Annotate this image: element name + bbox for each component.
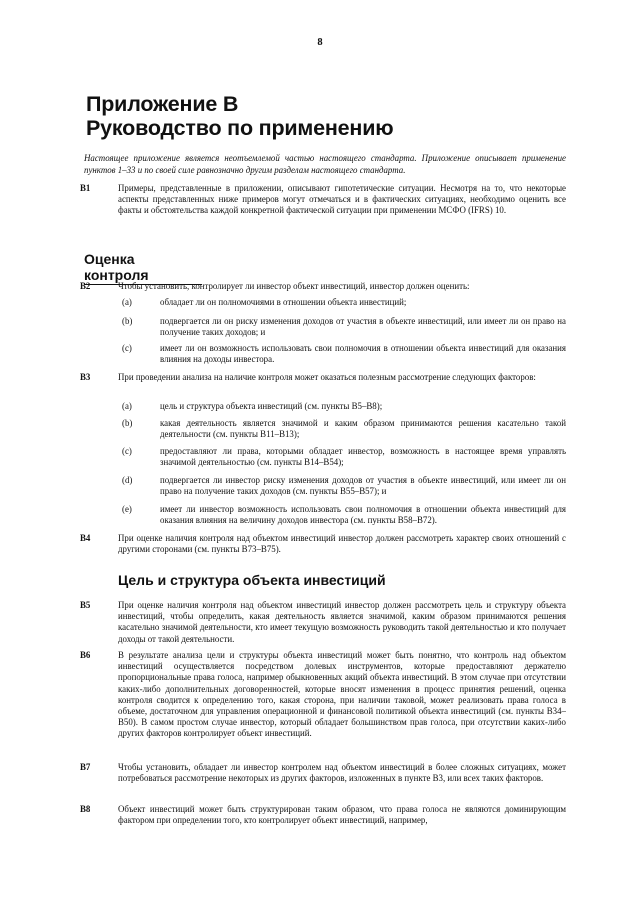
intro-note: Настоящее приложение является неотъемлемой частью настоящего стандарта. Приложение описывает применение пунктов 1–33 и по своей силе равнозначно другим разделам настоящего стандарта. — [84, 153, 566, 175]
paragraph-number: B2 — [80, 281, 91, 291]
list-item-text: подвергается ли инвестор риску изменения доходов от участия в объекте инвестиций, или имеет ли он право на получение таких доходов (см. пункты B55–B57); и — [160, 475, 566, 497]
paragraph-number: B8 — [80, 804, 91, 814]
list-item-text: имеет ли он возможность использовать свои полномочия в отношении объекта инвестиций для оказания влияния на доходы инвестора. — [160, 343, 566, 365]
section-heading: Оценка контроля — [84, 251, 202, 285]
list-item-text: предоставляют ли права, которыми обладает инвестор, возможность в настоящее время управлять значимой деятельностью (см. пункты B14–B54); — [160, 446, 566, 468]
list-item-letter: (c) — [122, 446, 132, 456]
paragraph-number: B6 — [80, 650, 91, 660]
list-item-letter: (d) — [122, 475, 133, 485]
section-heading: Цель и структура объекта инвестиций — [118, 572, 386, 588]
paragraph-text: Объект инвестиций может быть структурирован таким образом, что права голоса не являются доминирующим фактором при определении того, кто контролирует объект инвестиций, например, — [118, 804, 566, 826]
list-item-letter: (c) — [122, 343, 132, 353]
appendix-title: Приложение В — [86, 92, 239, 116]
list-item-letter: (e) — [122, 504, 132, 514]
paragraph-text: В результате анализа цели и структуры объекта инвестиций может быть понятно, что контроль над объектом инвестиций осуществляется посредством долевых инструментов, которые предоставляют держателю пропорциональные права голоса, например обыкновенных акций объекта инвестиций. В этом случае при отсутствии каких-либо дополнительных договоренностей, которые вносят изменения в процесс принятия решений, оценка контроля сводится к определению того, какая сторона, при наличии таковой, может реализовать права голоса в объеме, достаточном для управления операционной и финансовой политикой объекта инвестиций (см. пункты B34–B50). В самом простом случае инвестор, который обладает большинством прав голоса, при отсутствии каких-либо других факторов контролирует объект инвестиций. — [118, 650, 566, 739]
paragraph-text: Чтобы установить, обладает ли инвестор контролем над объектом инвестиций в более сложных ситуациях, может потребоваться рассмотрение некоторых из других факторов, изложенных в пункте B3, или всех таких факторов. — [118, 762, 566, 784]
paragraph-number: B7 — [80, 762, 91, 772]
paragraph-text: Чтобы установить, контролирует ли инвестор объект инвестиций, инвестор должен оценить: — [118, 281, 470, 291]
paragraph-number: B5 — [80, 600, 91, 610]
page-number: 8 — [317, 37, 323, 48]
paragraph-number: B1 — [80, 183, 91, 193]
list-item-letter: (a) — [122, 401, 132, 411]
paragraph-text: При проведении анализа на наличие контроля может оказаться полезным рассмотрение следующих факторов: — [118, 372, 536, 382]
paragraph-number: B4 — [80, 533, 91, 543]
paragraph-text: При оценке наличия контроля над объектом инвестиций инвестор должен рассмотреть цель и структуру объекта инвестиций, чтобы определить, какая деятельность является значимой, каким образом принимаются решения касательно значимой деятельности, кто имеет текущую возможность руководить такой деятельностью и кто получает доходы от такой деятельности. — [118, 600, 566, 644]
list-item-letter: (a) — [122, 297, 132, 307]
paragraph-text: Примеры, представленные в приложении, описывают гипотетические ситуации. Несмотря на то, что некоторые аспекты представленных ниже примеров могут отмечаться и в фактических ситуациях, необходимо оценить все факты и обстоятельства каждой конкретной фактической ситуации при применении МСФО (IFRS) 10. — [118, 183, 566, 216]
list-item-text: какая деятельность является значимой и каким образом принимаются решения касательно такой деятельности (см. пункты B11–B13); — [160, 418, 566, 440]
paragraph-text: При оценке наличия контроля над объектом инвестиций инвестор должен рассмотреть характер своих отношений с другими сторонами (см. пункты B73–B75). — [118, 533, 566, 555]
list-item-text: цель и структура объекта инвестиций (см. пункты B5–B8); — [160, 401, 383, 411]
appendix-subtitle: Руководство по применению — [86, 116, 394, 140]
list-item-letter: (b) — [122, 418, 133, 428]
list-item-text: подвергается ли он риску изменения доходов от участия в объекте инвестиций, или имеет ли он право на получение таких доходов; и — [160, 316, 566, 338]
list-item-letter: (b) — [122, 316, 133, 326]
paragraph-number: B3 — [80, 372, 91, 382]
list-item-text: обладает ли он полномочиями в отношении объекта инвестиций; — [160, 297, 407, 307]
list-item-text: имеет ли инвестор возможность использовать свои полномочия в отношении объекта инвестиций для оказания влияния на величину доходов инвестора (см. пункты B58–B72). — [160, 504, 566, 526]
